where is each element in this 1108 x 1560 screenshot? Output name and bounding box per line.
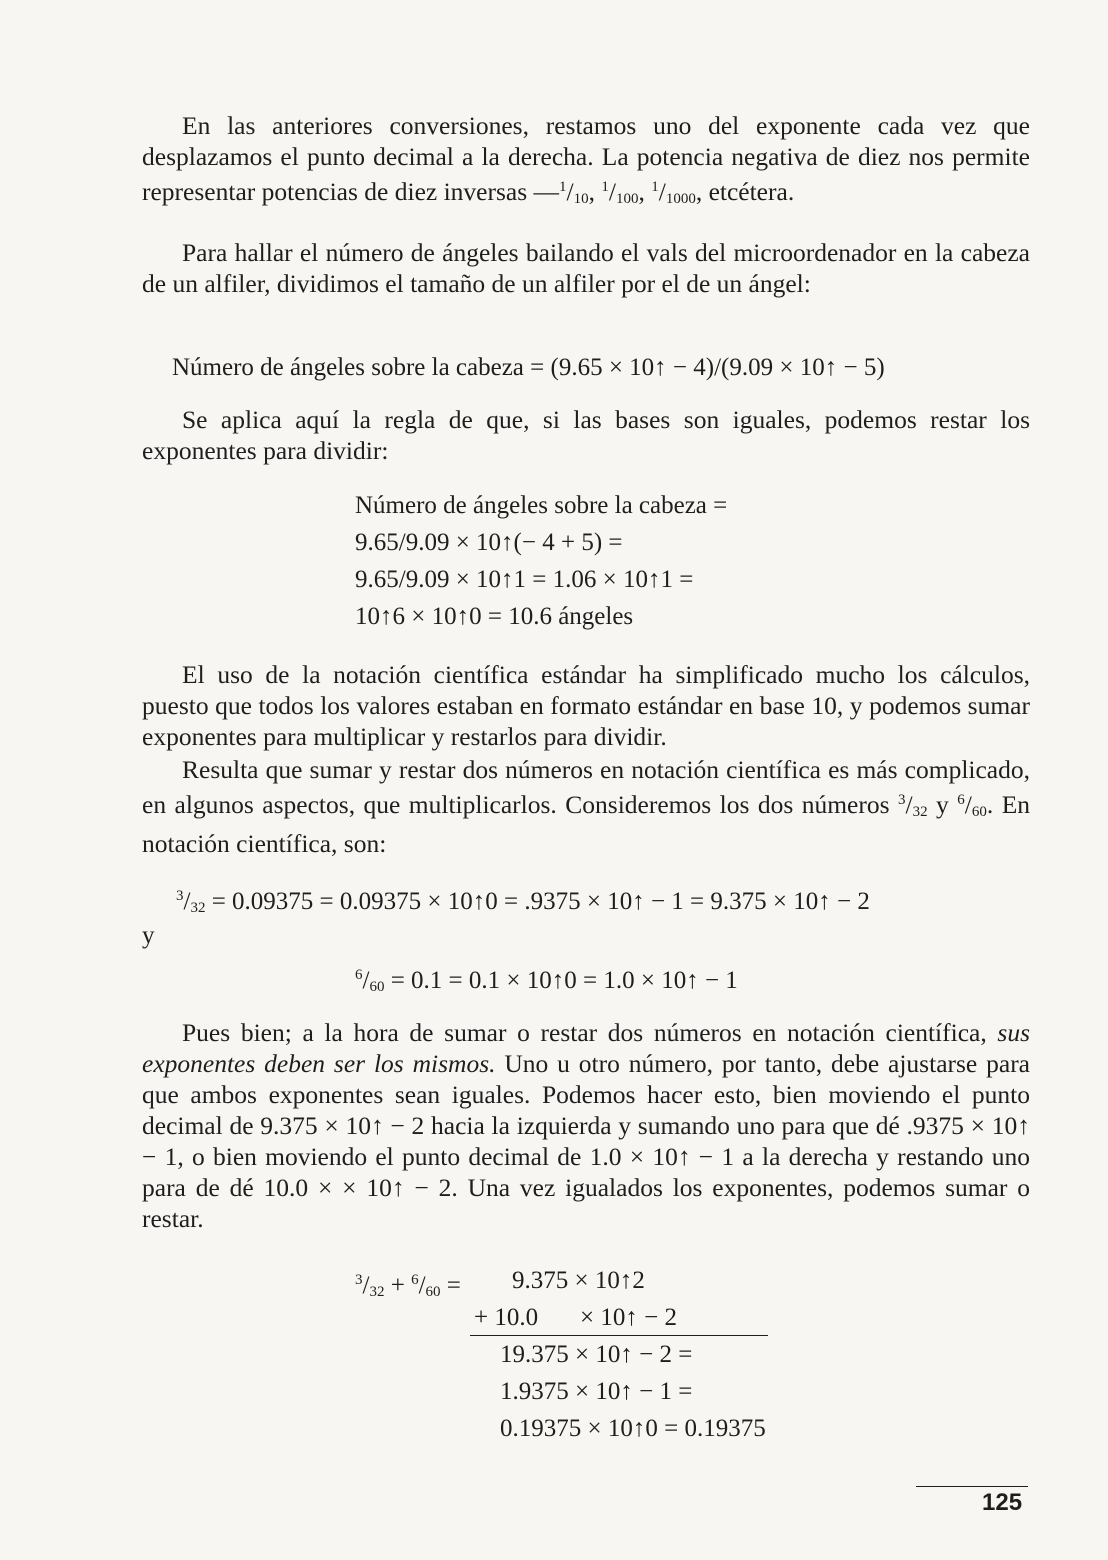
sum-lhs: $^3$/32 + $^6$/60 =	[355, 1272, 461, 1300]
equation-4: $^6$/60 = 0.1 = 0.1 × 10↑0 = 1.0 × 10↑ − 1	[355, 967, 738, 995]
paragraph-2: Para hallar el número de ángeles bailando el vals del microordenador en la cabeza de un alfiler, dividimos el tamaño de un alfiler por el de un ángel:	[142, 238, 1030, 298]
paragraph-5: Resulta que sumar y restar dos números en notación científica es más complicado, en algunos aspectos, que multiplicarlos. Consideremos los dos números $^3$/32 y $^6$/60. En notación científica, son:	[142, 755, 1031, 858]
paragraph-4: El uso de la notación científica estándar ha simplificado mucho los cálculos, puesto que todos los valores estaban en formato estándar en base 10, y podemos sumar exponentes para multiplicar y restarlos para dividir.	[142, 660, 1030, 751]
paragraph-1: En las anteriores conversiones, restamos uno del exponente cada vez que desplazamos el punto decimal a la derecha. La potencia negativa de diez nos permite representar potencias de diez inversas —$^1$/10, $^1$/100, $^1$/1000, etcétera.	[142, 111, 1030, 207]
paragraph-3: Se aplica aquí la regla de que, si las bases son iguales, podemos restar los exponentes para dividir:	[142, 405, 1030, 465]
emphasis-text: sus exponentes deben ser los mismos.	[142, 1018, 1030, 1078]
sum-line-3: 19.375 × 10↑ − 2 =	[500, 1341, 693, 1368]
paragraph-6: Pues bien; a la hora de sumar o restar dos números en notación científica, sus exponentes deben ser los mismos. Uno u otro número, por tanto, debe ajustarse para que ambos exponentes sean iguales. Podemos hacer esto, bien moviendo el punto decimal de 9.375 × 10↑ − 2 hacia la izquierda y sumando uno para que dé .9375 × 10↑ − 1, o bien moviendo el punto decimal de 1.0 × 10↑ − 1 a la derecha y restando uno para de dé 10.0 × × 10↑ − 2. Una vez igualados los exponentes, podemos sumar o restar.	[142, 1018, 1030, 1233]
sum-line-2b: × 10↑ − 2	[580, 1304, 677, 1331]
equation-3: $^3$/32 = 0.09375 = 0.09375 × 10↑0 = .9375 × 10↑ − 1 = 9.375 × 10↑ − 2	[176, 888, 870, 916]
equation-2-line-4: 10↑6 × 10↑0 = 10.6 ángeles	[355, 603, 634, 630]
footer-rule	[916, 1486, 1028, 1487]
equation-2-line-1: Número de ángeles sobre la cabeza =	[355, 492, 728, 519]
sum-rule	[470, 1335, 768, 1336]
sum-line-5: 0.19375 × 10↑0 = 0.19375	[500, 1415, 766, 1442]
equation-2-line-2: 9.65/9.09 × 10↑(− 4 + 5) =	[355, 529, 623, 556]
sum-line-2a: + 10.0	[474, 1304, 539, 1331]
equation-1: Número de ángeles sobre la cabeza = (9.65 × 10↑ − 4)/(9.09 × 10↑ − 5)	[172, 354, 885, 381]
equation-2-line-3: 9.65/9.09 × 10↑1 = 1.06 × 10↑1 =	[355, 566, 694, 593]
sum-line-4: 1.9375 × 10↑ − 1 =	[500, 1378, 693, 1405]
sum-line-1: 9.375 × 10↑2	[512, 1267, 645, 1294]
page-number: 125	[982, 1489, 1023, 1516]
conjunction-y: y	[142, 922, 155, 949]
